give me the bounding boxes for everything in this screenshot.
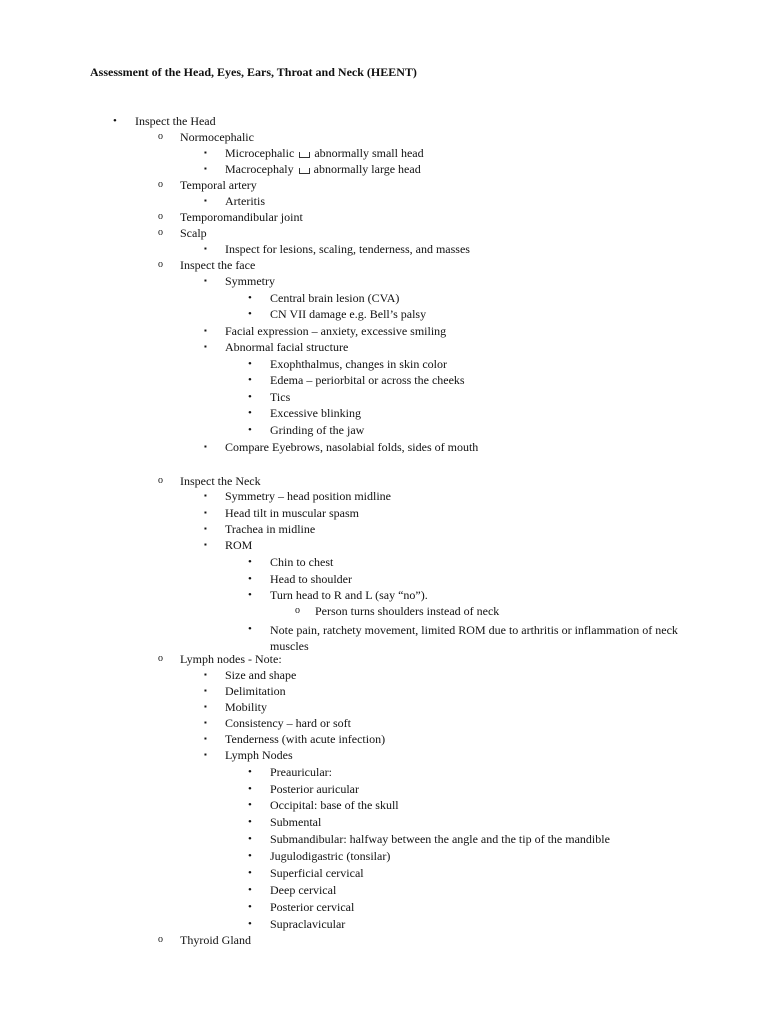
bullet-marker: • [248, 589, 252, 601]
list-item: ▪ Size and shape [204, 668, 297, 682]
bullet-marker: • [248, 816, 252, 828]
bullet-marker: • [248, 292, 252, 304]
circle-marker: o [158, 475, 163, 486]
list-item: ▪ Delimitation [204, 684, 286, 698]
arrow-icon [299, 168, 310, 174]
list-item: o Lymph nodes - Note: [158, 652, 282, 666]
list-item: • Inspect the Head [113, 114, 216, 128]
list-item: o Scalp [158, 226, 207, 240]
bullet-marker: • [248, 556, 252, 568]
list-item: o Inspect the face [158, 258, 256, 272]
bullet-marker: • [248, 884, 252, 896]
list-item: o Normocephalic [158, 130, 254, 144]
bullet-marker: • [248, 358, 252, 370]
square-marker: ▪ [204, 750, 207, 759]
bullet-marker: • [248, 407, 252, 419]
list-item: • Jugulodigastric (tonsilar) [248, 849, 391, 863]
page-title: Assessment of the Head, Eyes, Ears, Throat and Neck (HEENT) [90, 65, 417, 79]
list-item: ▪ Lymph Nodes [204, 748, 293, 762]
list-item: ▪ Microcephalic abnormally small head [204, 146, 424, 160]
bullet-marker: • [248, 799, 252, 811]
bullet-marker: • [248, 424, 252, 436]
list-item: • Posterior auricular [248, 782, 359, 796]
list-item: ▪ Symmetry [204, 274, 275, 288]
bullet-marker: • [248, 623, 252, 635]
list-item: • Turn head to R and L (say “no”). [248, 588, 428, 602]
list-item: ▪ Compare Eyebrows, nasolabial folds, sides of mouth [204, 440, 479, 454]
square-marker: ▪ [204, 244, 207, 253]
square-marker: ▪ [204, 276, 207, 285]
square-marker: ▪ [204, 524, 207, 533]
bullet-marker: • [248, 850, 252, 862]
square-marker: ▪ [204, 734, 207, 743]
square-marker: ▪ [204, 342, 207, 351]
list-item: • Chin to chest [248, 555, 334, 569]
list-item: • Excessive blinking [248, 406, 361, 420]
square-marker: ▪ [204, 148, 207, 157]
square-marker: ▪ [204, 540, 207, 549]
list-item: ▪ Tenderness (with acute infection) [204, 732, 386, 746]
bullet-marker: • [248, 867, 252, 879]
list-item: ▪ Facial expression – anxiety, excessive smiling [204, 324, 447, 338]
list-item: • Tics [248, 390, 291, 404]
list-item: • Occipital: base of the skull [248, 798, 399, 812]
list-item: • Grinding of the jaw [248, 423, 365, 437]
list-item: ▪ Head tilt in muscular spasm [204, 506, 359, 520]
list-item: ▪ Arteritis [204, 194, 265, 208]
list-item: • Edema – periorbital or across the cheeks [248, 373, 465, 387]
circle-marker: o [158, 934, 163, 945]
bullet-marker: • [248, 901, 252, 913]
list-item: • Supraclavicular [248, 917, 346, 931]
list-item: o Thyroid Gland [158, 933, 251, 947]
bullet-marker: • [248, 308, 252, 320]
circle-marker: o [158, 653, 163, 664]
list-item: • Superficial cervical [248, 866, 364, 880]
circle-marker: o [158, 227, 163, 238]
square-marker: ▪ [204, 670, 207, 679]
list-item: o Temporal artery [158, 178, 257, 192]
list-item: • Exophthalmus, changes in skin color [248, 357, 447, 371]
list-item: • Submental [248, 815, 322, 829]
square-marker: ▪ [204, 718, 207, 727]
bullet-marker: • [248, 783, 252, 795]
list-item: ▪ Macrocephaly abnormally large head [204, 162, 421, 176]
list-item: ▪ Abnormal facial structure [204, 340, 349, 354]
list-item: • Submandibular: halfway between the angle and the tip of the mandible [248, 832, 610, 846]
list-item: ▪ Inspect for lesions, scaling, tenderness, and masses [204, 242, 470, 256]
square-marker: ▪ [204, 508, 207, 517]
bullet-marker: • [248, 391, 252, 403]
square-marker: ▪ [204, 196, 207, 205]
list-item: ▪ Mobility [204, 700, 268, 714]
square-marker: ▪ [204, 326, 207, 335]
arrow-icon [299, 152, 310, 158]
bullet-marker: • [248, 918, 252, 930]
circle-marker: o [158, 179, 163, 190]
list-item: o Inspect the Neck [158, 474, 261, 488]
circle-marker: o [158, 131, 163, 142]
list-item: • Central brain lesion (CVA) [248, 291, 400, 305]
bullet-marker: • [248, 573, 252, 585]
list-item: ▪ ROM [204, 538, 253, 552]
bullet-marker: • [248, 833, 252, 845]
list-item: • Note pain, ratchety movement, limited ROM due to arthritis or inflammation of neck muscles [248, 623, 678, 653]
circle-marker: o [158, 211, 163, 222]
square-marker: ▪ [204, 164, 207, 173]
list-item: o Person turns shoulders instead of neck [295, 604, 500, 618]
square-marker: ▪ [204, 442, 207, 451]
list-item: ▪ Symmetry – head position midline [204, 489, 391, 503]
circle-marker: o [295, 605, 300, 616]
bullet-marker: • [248, 374, 252, 386]
square-marker: ▪ [204, 686, 207, 695]
bullet-marker: • [248, 766, 252, 778]
bullet-marker: • [113, 115, 117, 127]
list-item: • Deep cervical [248, 883, 337, 897]
square-marker: ▪ [204, 491, 207, 500]
list-item: ▪ Consistency – hard or soft [204, 716, 351, 730]
list-item: • Posterior cervical [248, 900, 355, 914]
list-item: • Preauricular: [248, 765, 332, 779]
list-item: • Head to shoulder [248, 572, 352, 586]
list-item: o Temporomandibular joint [158, 210, 303, 224]
list-item: ▪ Trachea in midline [204, 522, 316, 536]
circle-marker: o [158, 259, 163, 270]
square-marker: ▪ [204, 702, 207, 711]
list-item: • CN VII damage e.g. Bell’s palsy [248, 307, 427, 321]
